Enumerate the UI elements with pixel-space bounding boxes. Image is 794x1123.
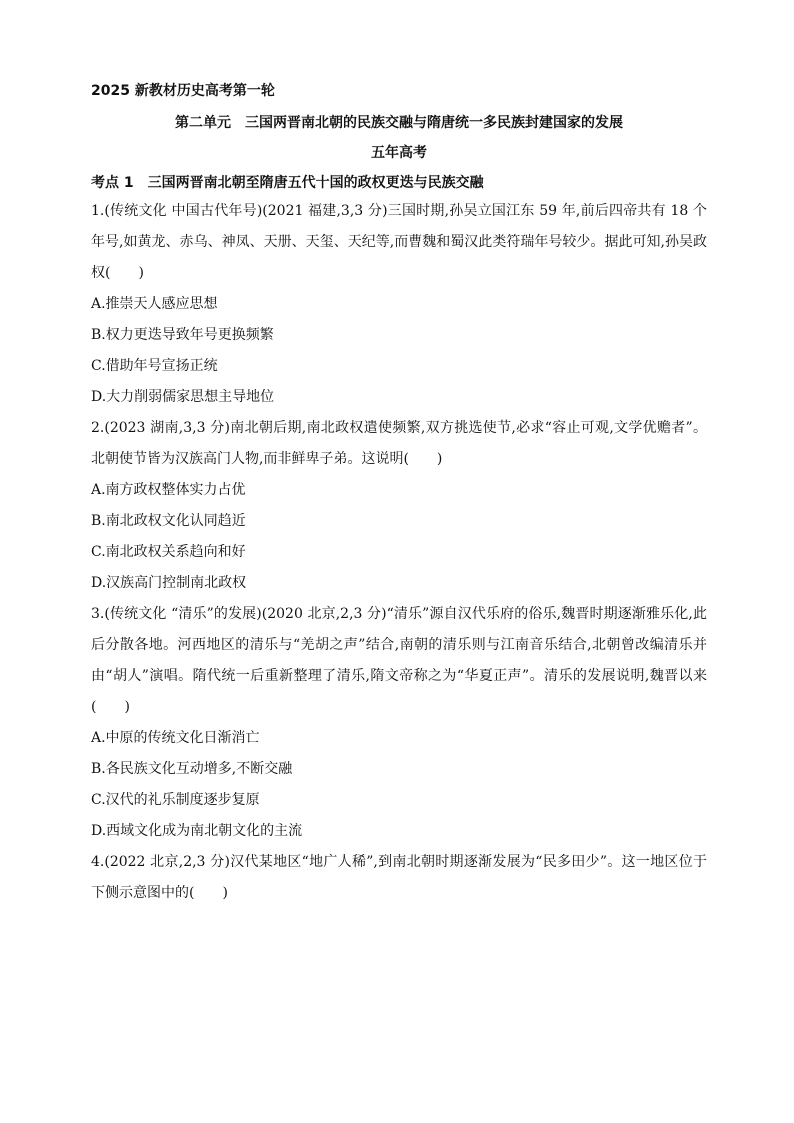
option-c: C.汉代的礼乐制度逐步复原 [91, 792, 260, 808]
option-d: D.大力削弱儒家思想主导地位 [91, 389, 275, 405]
question-3 [91, 599, 707, 847]
topic-label: 考点 1 [91, 175, 134, 191]
unit-title: 第二单元 三国两晋南北朝的民族交融与隋唐统一多民族封建国家的发展 [175, 115, 623, 131]
option-a: A.南方政权整体实力占优 [91, 482, 246, 498]
question-stem: 2.(2023 湖南,3,3 分)南北朝后期,南北政权遣使频繁,双方挑选使节,必求“容止可观,文学优赡者”。北朝使节皆为汉族高门人物,而非鲜卑子弟。这说明( ) [91, 420, 707, 467]
question-1 [91, 196, 707, 413]
option-a: A.推崇天人感应思想 [91, 296, 218, 312]
series-title: 2025 新教材历史高考第一轮 [91, 83, 275, 99]
topic-heading [91, 170, 707, 196]
option-c: C.借助年号宣扬正统 [91, 358, 218, 374]
question-4 [91, 847, 707, 909]
question-2 [91, 413, 707, 599]
option-a: A.中原的传统文化日渐消亡 [91, 730, 260, 746]
option-d: D.西域文化成为南北朝文化的主流 [91, 823, 303, 839]
section-title: 五年高考 [371, 145, 427, 161]
option-c: C.南北政权关系趋向和好 [91, 544, 246, 560]
topic-title: 三国两晋南北朝至隋唐五代十国的政权更迭与民族交融 [147, 175, 484, 191]
document-page [91, 78, 707, 909]
question-stem: 4.(2022 北京,2,3 分)汉代某地区“地广人稀”,到南北朝时期逐渐发展为“民多田少”。这一地区位于下侧示意图中的( ) [91, 854, 707, 901]
question-stem: 1.(传统文化 中国古代年号)(2021 福建,3,3 分)三国时期,孙吴立国江东 59 年,前后四帝共有 18 个年号,如黄龙、赤乌、神凤、天册、天玺、天纪等,而曹魏和蜀汉此类符瑞年号较少。据此可知,孙吴政权( ) [91, 203, 707, 281]
question-stem: 3.(传统文化 “清乐”的发展)(2020 北京,2,3 分)“清乐”源自汉代乐府的俗乐,魏晋时期逐渐雅乐化,此后分散各地。河西地区的清乐与“羌胡之声”结合,南朝的清乐则与江南音乐结合,北朝曾改编清乐并由“胡人”演唱。隋代统一后重新整理了清乐,隋文帝称之为“华夏正声”。清乐的发展说明,魏晋以来( ) [91, 606, 707, 715]
option-b: B.权力更迭导致年号更换频繁 [91, 327, 274, 343]
option-b: B.南北政权文化认同趋近 [91, 513, 246, 529]
option-b: B.各民族文化互动增多,不断交融 [91, 761, 293, 777]
option-d: D.汉族高门控制南北政权 [91, 575, 247, 591]
